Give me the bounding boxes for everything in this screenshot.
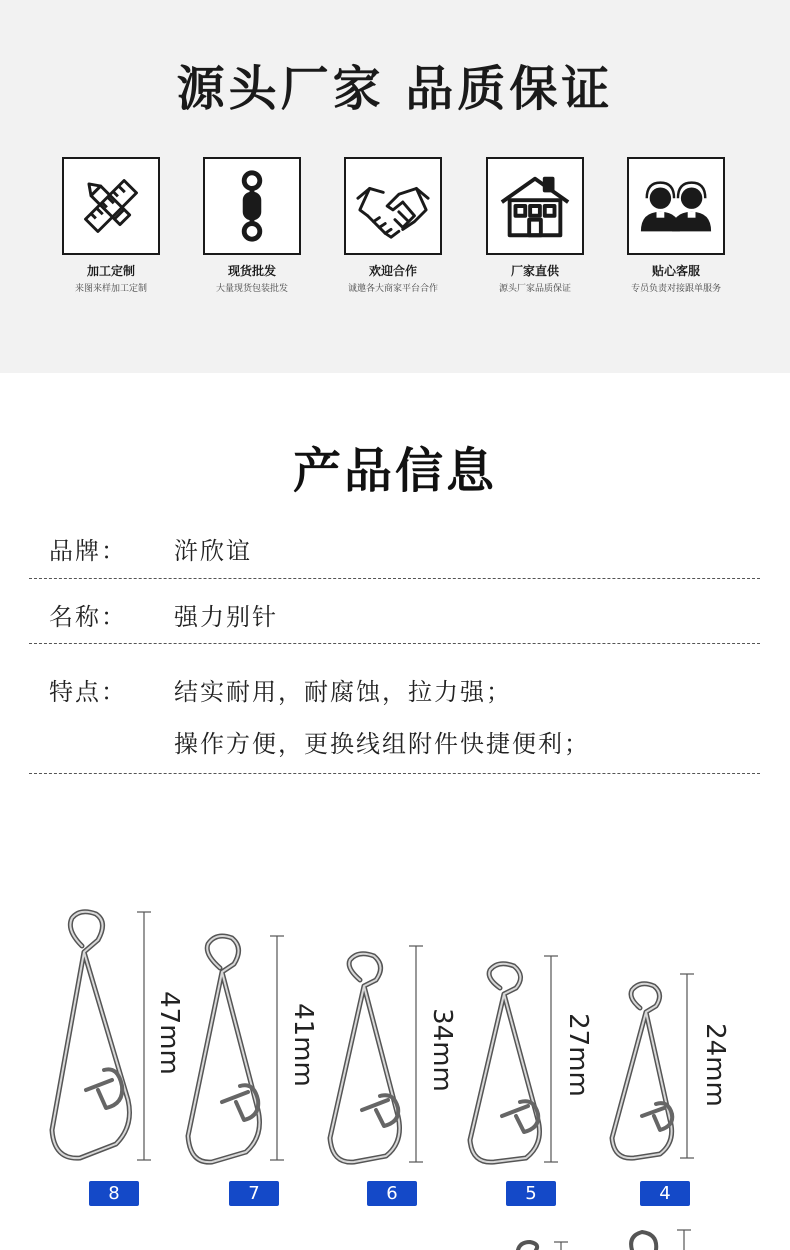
size-chart <box>0 890 790 1250</box>
features-value-line-2: 操作方便，更换线组附件快捷便利； <box>174 730 590 758</box>
name-label: 名称： <box>49 603 127 631</box>
name-value: 强力别针 <box>174 603 278 631</box>
snap-pin-5 <box>470 964 540 1162</box>
feature-desc: 诚邀各大商家平台合作 <box>347 284 438 294</box>
snap-pin-7 <box>188 936 260 1162</box>
size-badge: 8 <box>89 1181 139 1206</box>
length-label: 24mm <box>700 1023 730 1107</box>
feature-name: 贴心客服 <box>651 264 700 278</box>
swivel-icon <box>203 157 301 255</box>
length-label: 27mm <box>563 1013 593 1097</box>
length-label: 47mm <box>154 991 184 1075</box>
snap-pin-6 <box>330 954 400 1162</box>
feature-name: 加工定制 <box>86 264 135 278</box>
feature-desc: 专员负责对接跟单服务 <box>630 284 721 294</box>
guarantee-title: 源头厂家 品质保证 <box>176 61 614 117</box>
features-value-line-1: 结实耐用，耐腐蚀，拉力强； <box>174 678 512 706</box>
divider <box>29 643 760 644</box>
size-badge: 6 <box>367 1181 417 1206</box>
feature-stock <box>187 157 317 294</box>
feature-custom <box>46 157 176 294</box>
snap-pin-4 <box>612 984 672 1158</box>
feature-name: 欢迎合作 <box>368 264 417 278</box>
brand-value: 浒欣谊 <box>174 537 252 565</box>
handshake-icon <box>344 157 442 255</box>
feature-desc: 源头厂家品质保证 <box>498 284 571 294</box>
guarantee-section <box>0 0 790 373</box>
length-label: 41mm <box>288 1003 318 1087</box>
feature-desc: 大量现货包装批发 <box>215 284 288 294</box>
product-info-title: 产品信息 <box>292 443 497 499</box>
length-label: 34mm <box>427 1008 457 1092</box>
factory-icon <box>486 157 584 255</box>
size-badge: 4 <box>640 1181 690 1206</box>
features-label: 特点： <box>49 678 127 706</box>
headset-agents-icon <box>627 157 725 255</box>
size-badge: 7 <box>229 1181 279 1206</box>
pencil-ruler-icon <box>62 157 160 255</box>
divider <box>29 773 760 774</box>
feature-factory <box>470 157 600 294</box>
snap-pin-8 <box>52 912 130 1158</box>
feature-name: 现货批发 <box>227 264 276 278</box>
feature-desc: 来图来样加工定制 <box>74 284 147 294</box>
brand-label: 品牌： <box>49 537 127 565</box>
size-badge: 5 <box>506 1181 556 1206</box>
feature-service <box>611 157 741 294</box>
feature-cooperation <box>328 157 458 294</box>
snap-pin-partial <box>518 1232 656 1250</box>
divider <box>29 578 760 579</box>
feature-name: 厂家直供 <box>510 264 559 278</box>
